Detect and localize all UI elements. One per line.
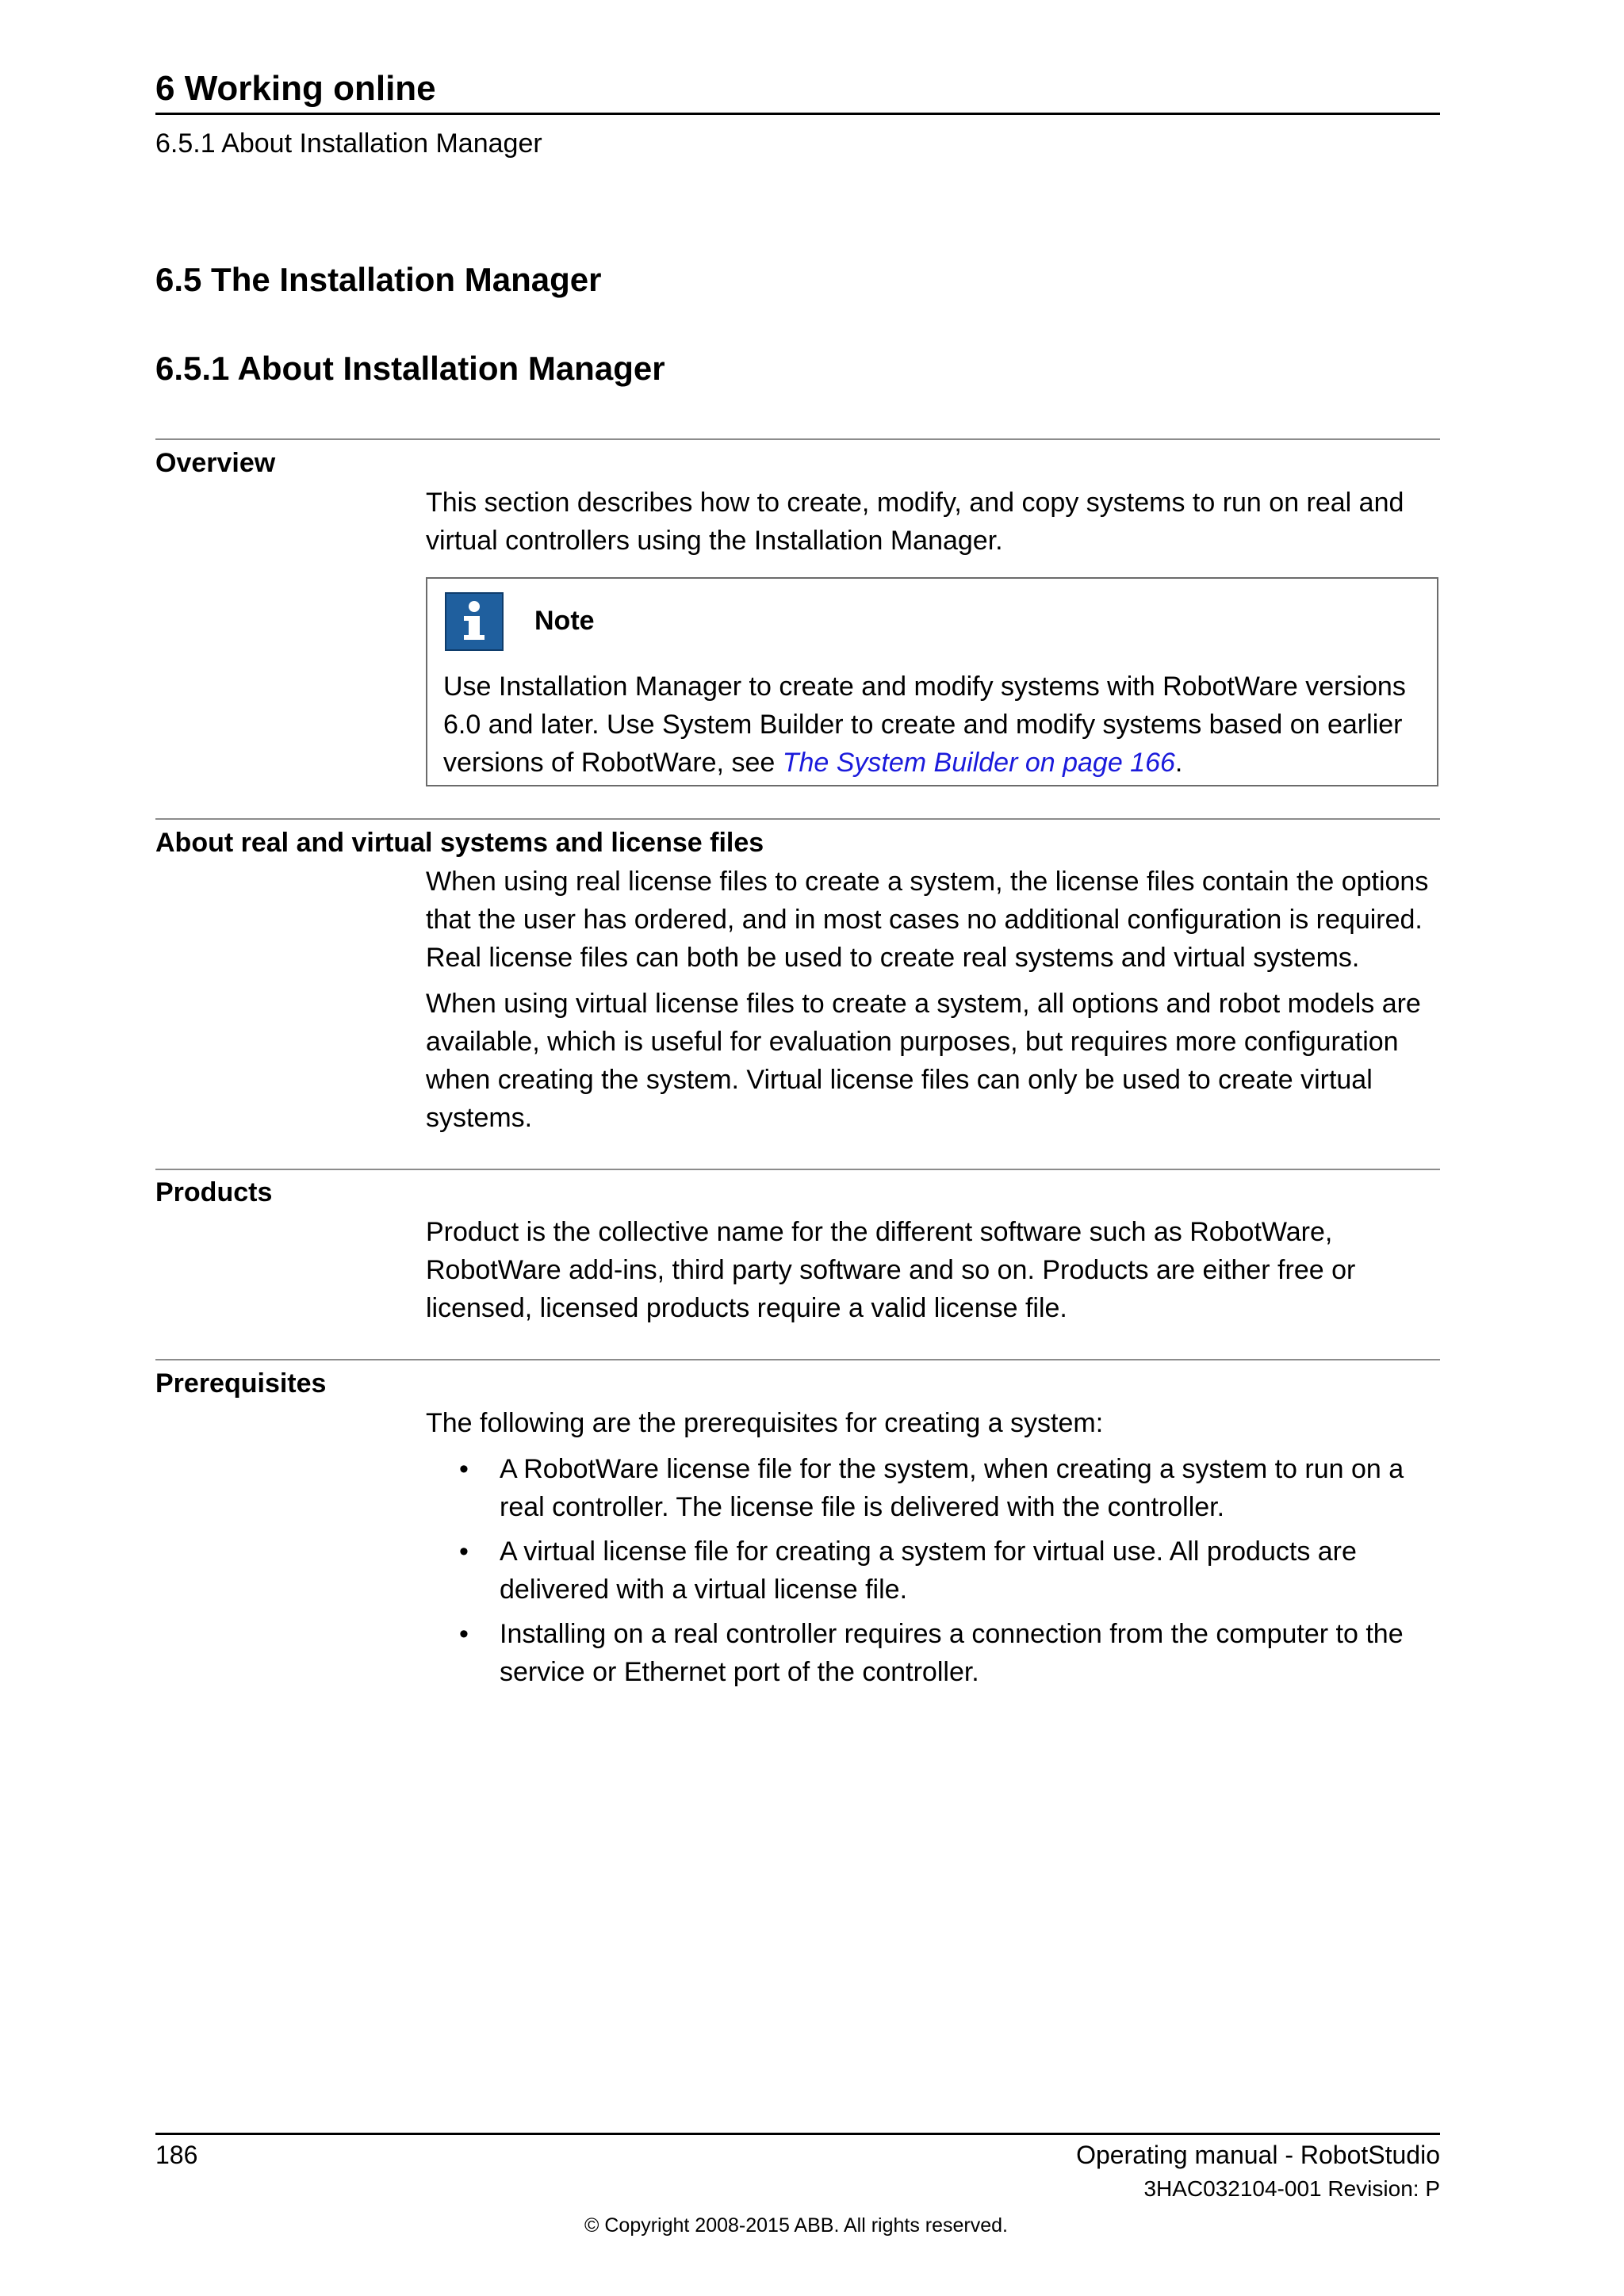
- page-number: 186: [155, 2141, 198, 2169]
- products-text: [426, 1213, 1441, 1335]
- note-box: [426, 577, 1438, 786]
- bullet: •: [459, 1619, 469, 1649]
- info-icon: [445, 592, 504, 651]
- note-text-after: .: [1174, 748, 1183, 778]
- system-builder-link[interactable]: The System Builder on page 166: [782, 748, 1175, 778]
- prerequisites-lead: The following are the prerequisites for creating a system:: [426, 1408, 1104, 1438]
- bullet: •: [459, 1536, 469, 1567]
- section-heading: 6.5 The Installation Manager: [155, 261, 602, 298]
- overview-text: [426, 484, 1441, 568]
- list-item: [426, 1450, 1441, 1526]
- overview-heading: Overview: [155, 448, 276, 478]
- info-glyph: [446, 594, 502, 649]
- section-reference: 6.5.1 About Installation Manager: [155, 128, 542, 159]
- list-item-text: A RobotWare license file for the system, when creating a system to run on a real controller. The license file is delivered with the controller.: [500, 1454, 1404, 1522]
- list-item: [426, 1615, 1441, 1691]
- bullet: •: [459, 1454, 469, 1484]
- section-divider: [155, 1169, 1440, 1170]
- prerequisites-heading: Prerequisites: [155, 1368, 327, 1399]
- section-divider: [155, 1359, 1440, 1360]
- real-virtual-text: [426, 863, 1441, 1145]
- prerequisites-text: [426, 1404, 1441, 1697]
- overview-paragraph: This section describes how to create, modify, and copy systems to run on real and virtual controllers using the Installation Manager.: [426, 488, 1404, 556]
- products-paragraph: Product is the collective name for the different software such as RobotWare, RobotWare add-ins, third party software and so on. Products are either free or licensed, licensed products require a valid license file.: [426, 1217, 1356, 1323]
- document-id: 3HAC032104-001 Revision: P: [1143, 2176, 1440, 2201]
- list-item: [426, 1533, 1441, 1609]
- real-virtual-heading: About real and virtual systems and license files: [155, 828, 764, 858]
- section-divider: [155, 818, 1440, 820]
- footer-rule: [155, 2133, 1440, 2135]
- copyright: © Copyright 2008-2015 ABB. All rights reserved.: [584, 2214, 1008, 2237]
- section-divider: [155, 438, 1440, 440]
- list-item-text: A virtual license file for creating a system for virtual use. All products are delivered with a virtual license file.: [500, 1536, 1357, 1605]
- note-label: Note: [534, 606, 595, 636]
- note-text-before: Use Installation Manager to create and modify systems with RobotWare versions 6.0 and later. Use System Builder to create and modify systems based on earlier versions of RobotWare, see: [443, 672, 1406, 778]
- real-virtual-paragraph-2: When using virtual license files to create a system, all options and robot models are available, which is useful for evaluation purposes, but requires more configuration when creating the system. Virtual license files can only be used to create virtual systems.: [426, 989, 1421, 1133]
- subsection-heading: 6.5.1 About Installation Manager: [155, 350, 665, 387]
- products-heading: Products: [155, 1177, 273, 1207]
- chapter-title: 6 Working online: [155, 67, 1440, 115]
- note-text: [443, 668, 1427, 782]
- list-item-text: Installing on a real controller requires a connection from the computer to the service or Ethernet port of the controller.: [500, 1619, 1404, 1687]
- prerequisites-list: [426, 1450, 1441, 1691]
- real-virtual-paragraph-1: When using real license files to create a system, the license files contain the options that the user has ordered, and in most cases no additional configuration is required. Real license files can both be used to create real systems and virtual systems.: [426, 867, 1429, 973]
- manual-title: Operating manual - RobotStudio: [1076, 2141, 1440, 2169]
